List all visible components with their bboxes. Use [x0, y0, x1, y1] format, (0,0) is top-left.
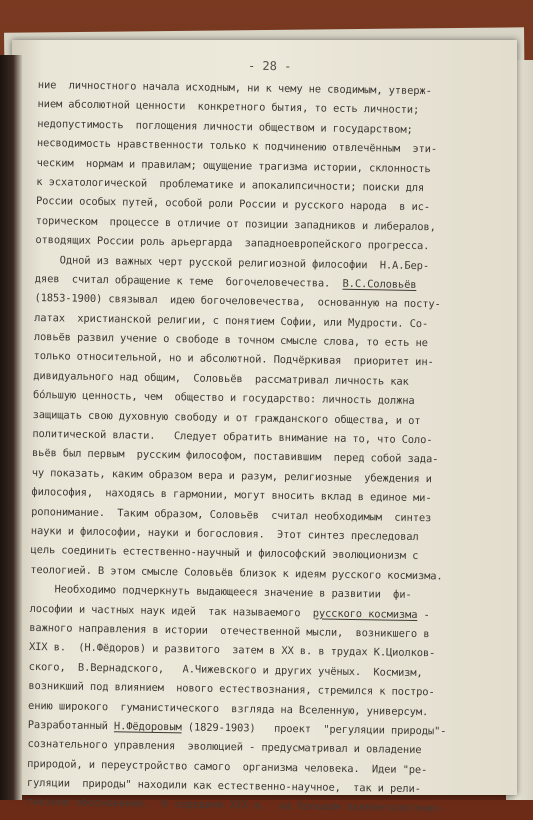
text-line-segment: лософии и частных наук идей так называемого	[30, 602, 313, 618]
page-shadow-edge	[0, 55, 22, 800]
text-line: цель соединить естественно-научный и философский эволюционизм с	[30, 541, 494, 568]
text-line: ропонимание. Таким образом, Соловьёв считал необходимым синтез	[31, 503, 495, 530]
text-line: к эсхатологической проблематике и апокалипсичности; поиски для	[36, 173, 500, 200]
text-line: важного направления в истории отечественной мысли, возникшего в	[29, 619, 493, 646]
text-line: защищать свою духовную свободу и от гражданского общества, и от	[33, 406, 497, 433]
text-line: ческим нормам и правилам; ощущение трагизма истории, склонность	[36, 154, 500, 181]
text-line: несводимость нравственности только к подчинению отвлечённым эти-	[37, 134, 501, 161]
text-line: теологией. В этом смысле Соловьёв близок к идеям русского космизма.	[30, 561, 494, 588]
text-line: только относительной, но и абсолютной. Подчёркивая приоритет ин-	[33, 347, 497, 374]
text-line: отводящих России роль арьергарда западноевропейского прогресса.	[35, 231, 499, 258]
text-line: бо́льшую ценность, чем общество и государство: личность должна	[33, 386, 497, 413]
text-line: Одной из важных черт русской религиозной философии Н.А.Бер-	[35, 250, 499, 277]
underlined-name: русского космизма	[313, 607, 418, 621]
page-body-text	[26, 76, 502, 820]
page-number: - 28 -	[248, 59, 292, 74]
underlined-name: В.С.Соловьёв	[342, 278, 416, 291]
text-line: нием абсолютной ценности конкретного бытия, то есть личности;	[37, 95, 501, 122]
text-line: сознательного управления эволюцией - предусматривал и овладение	[27, 735, 491, 762]
text-line: гуляции природы" находили как естественно-научное, так и рели-	[27, 774, 491, 801]
text-line: науки и философии, науки и богословия. Этот синтез преследовал	[31, 522, 495, 549]
text-line: XIX в. (Н.Фёдоров) и развитого затем в XX в. в трудах К.Циолков-	[29, 638, 493, 665]
text-line: философия, находясь в гармонии, могут вносить вклад в единое ми-	[31, 483, 495, 510]
text-line: ению широкого гуманистического взгляда на Вселенную, универсум.	[28, 696, 492, 723]
text-line: России особых путей, особой роли России и русского народа в ис-	[36, 192, 500, 219]
text-line: вьёв был первым русским философом, поставившим перед собой зада-	[32, 444, 496, 471]
text-line: гиозное обоснование. К середине XIX в. на большом палеонтологичес-	[26, 793, 490, 820]
text-line: Необходимо подчеркнуть выдающееся значение в развитии фи-	[30, 580, 494, 607]
text-line: ского, В.Вернадского, А.Чижевского и других учёных. Космизм,	[29, 658, 493, 685]
underlined-name: Н.Фёдоровым	[114, 720, 182, 733]
text-line-segment: дяев считал обращение к теме богочеловечества.	[35, 273, 343, 290]
text-line: недопустимость поглощения личности обществом и государством;	[37, 115, 501, 142]
text-line: политической власти. Следует обратить внимание на то, что Соло-	[32, 425, 496, 452]
text-line: (1853-1900) связывал идею богочеловечества, основанную на посту-	[34, 289, 498, 316]
text-line: дивидуального над общим, Соловьёв рассматривал личность как	[33, 367, 497, 394]
text-line: природой, и переустройство самого организма человека. Идеи "ре-	[27, 755, 491, 782]
text-line: возникший под влиянием нового естествознания, стремился к постро-	[28, 677, 492, 704]
text-line: ловьёв развил учение о свободе в точном смысле слова, то есть не	[34, 328, 498, 355]
text-line-segment: (1829-1903) проект "регуляции природы"-	[182, 721, 447, 737]
text-line: латах христианской религии, с понятием Софии, или Мудрости. Со-	[34, 309, 498, 336]
text-line-segment: Разработанный	[28, 719, 114, 732]
text-line-segment: -	[417, 609, 429, 621]
text-line: ние личностного начала исходным, ни к чему не сводимым, утверж-	[38, 76, 502, 103]
text-line: торическом процессе в отличие от позиции западников и либералов,	[36, 212, 500, 239]
text-line: чу показать, каким образом вера и разум, религиозные убеждения и	[32, 464, 496, 491]
